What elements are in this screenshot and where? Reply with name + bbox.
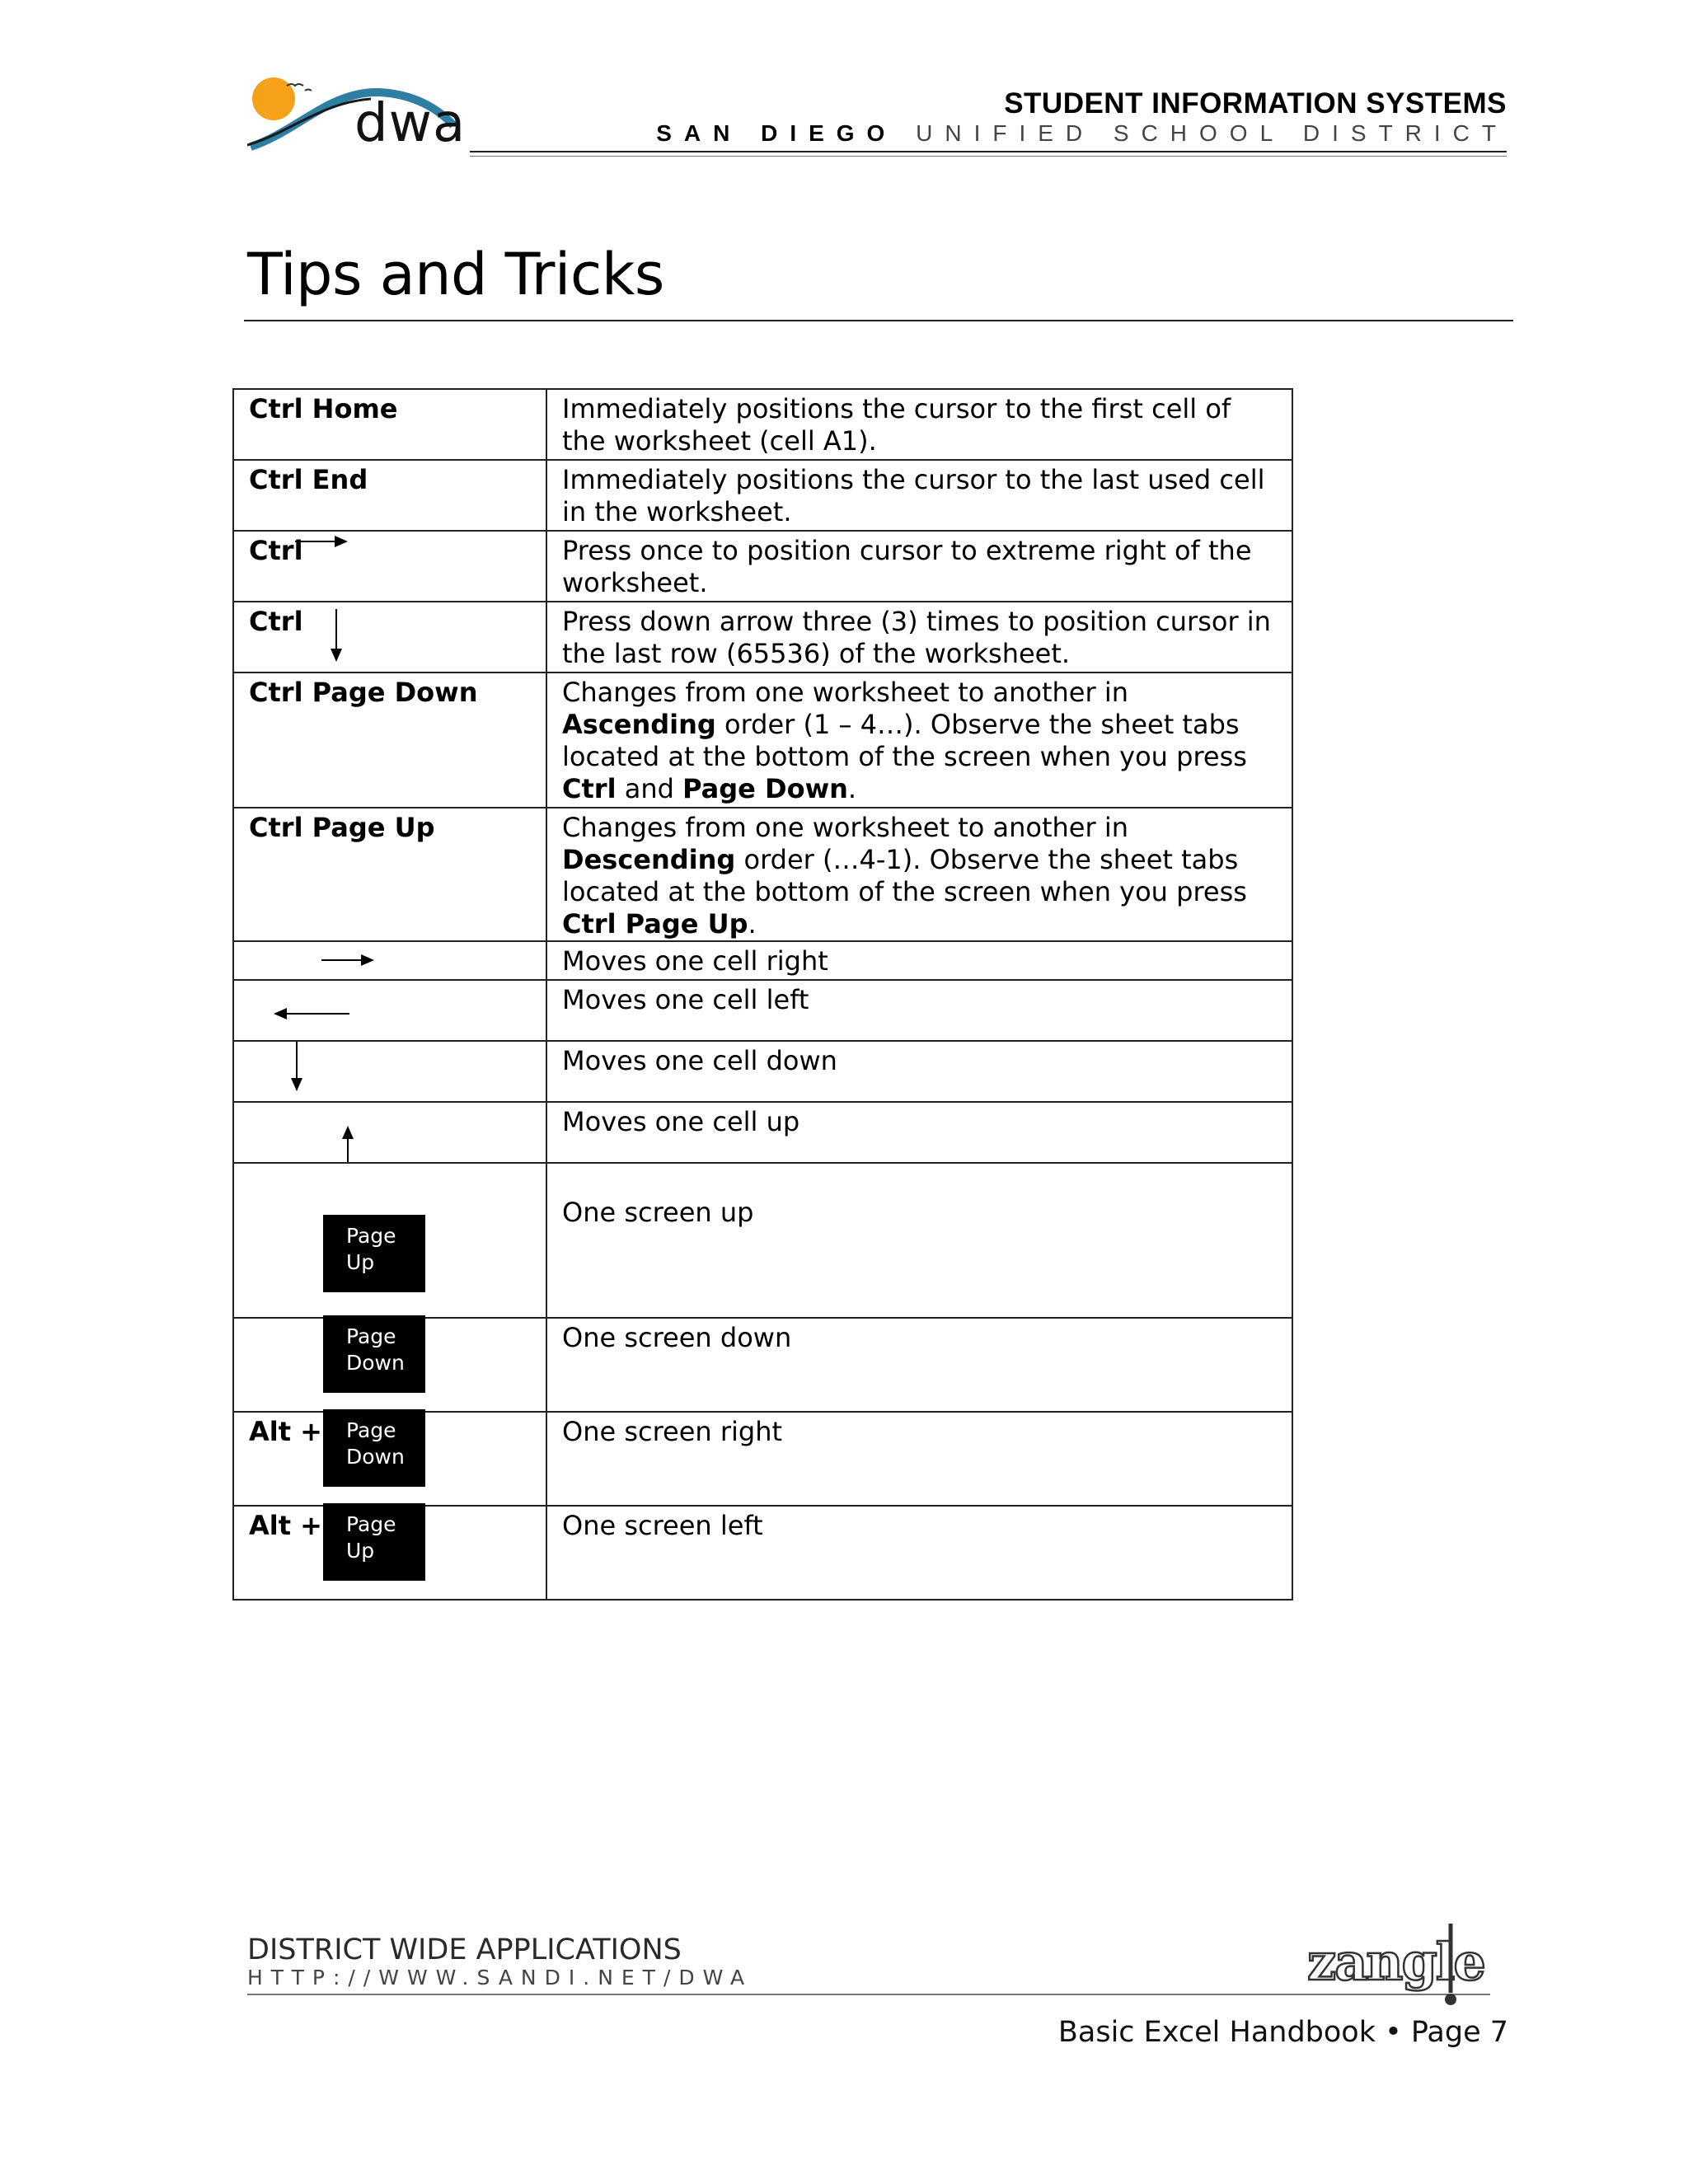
arrow-left-icon: [274, 1005, 349, 1022]
zangle-logo: [1302, 1914, 1500, 2013]
key-label: Up: [346, 1539, 375, 1563]
key-label: Down: [346, 1445, 405, 1469]
arrow-right-icon: [295, 533, 349, 550]
arrow-right-icon: [321, 952, 376, 968]
shortcut-description: Press once to position cursor to extreme right of the worksheet.: [546, 531, 1292, 602]
shortcut-description: Moves one cell up: [546, 1102, 1292, 1163]
dwa-logo: [247, 74, 470, 157]
shortcut-key: [233, 1163, 546, 1318]
table-row: [233, 1041, 1292, 1102]
page-down-key: [323, 1315, 425, 1393]
page-up-key: [323, 1503, 425, 1581]
table-row: [233, 1412, 1292, 1506]
table-row: [233, 808, 1292, 941]
shortcut-key-label: Alt +: [249, 1416, 322, 1447]
arrow-up-icon: [340, 1124, 356, 1162]
table-row: [233, 460, 1292, 531]
table-row: [233, 1102, 1292, 1163]
key-label: Down: [346, 1351, 405, 1375]
table-row: [233, 531, 1292, 602]
table-row: [233, 1318, 1292, 1412]
shortcut-key: Ctrl End: [233, 460, 546, 531]
shortcut-key: [233, 941, 546, 980]
header-rule-thin: [470, 156, 1507, 157]
shortcut-table: [232, 388, 1293, 1601]
key-label: Page: [346, 1224, 396, 1248]
table-row: [233, 602, 1292, 673]
table-row: [233, 941, 1292, 980]
shortcut-key: [233, 1318, 546, 1412]
footer-org: DISTRICT WIDE APPLICATIONS: [247, 1933, 682, 1966]
shortcut-description: Immediately positions the cursor to the first cell of the worksheet (cell A1).: [546, 389, 1292, 460]
shortcut-key: [233, 980, 546, 1041]
table-row: [233, 389, 1292, 460]
table-row: [233, 1506, 1292, 1600]
page-up-key: [323, 1215, 425, 1292]
description-text: .: [748, 908, 757, 940]
shortcut-key: Ctrl Page Up: [233, 808, 546, 941]
shortcut-key: Ctrl Page Down: [233, 673, 546, 808]
description-emphasis: Ascending: [562, 709, 716, 740]
shortcut-description: One screen down: [546, 1318, 1292, 1412]
shortcut-description: Moves one cell down: [546, 1041, 1292, 1102]
shortcut-description: Immediately positions the cursor to the last used cell in the worksheet.: [546, 460, 1292, 531]
shortcut-key: [233, 602, 546, 673]
description-emphasis: Ctrl Page Up: [562, 908, 748, 940]
table-row: [233, 980, 1292, 1041]
description-emphasis: Ctrl: [562, 773, 617, 804]
header-rule: [470, 151, 1507, 152]
description-text: Changes from one worksheet to another in: [562, 812, 1128, 843]
description-text: order (1 – 4…). Observe the sheet tabs located at the bottom of the screen when you press: [562, 709, 1247, 772]
key-label: Up: [346, 1250, 375, 1274]
shortcut-description: One screen left: [546, 1506, 1292, 1600]
table-row: [233, 673, 1292, 808]
header-subtitle-district: UNIFIED SCHOOL DISTRICT: [916, 120, 1508, 146]
shortcut-key: [233, 1412, 546, 1506]
page-number: Basic Excel Handbook • Page 7: [1057, 2016, 1508, 2049]
svg-text:zangle: zangle: [1307, 1932, 1484, 1992]
key-label: Page: [346, 1512, 396, 1536]
shortcut-key-label: Alt +: [249, 1510, 322, 1541]
zangle-logo-graphic: [1302, 1914, 1500, 2013]
shortcut-description: [546, 673, 1292, 808]
shortcut-description: Press down arrow three (3) times to position cursor in the last row (65536) of the worksheet.: [546, 602, 1292, 673]
shortcut-key: [233, 1041, 546, 1102]
key-label: Page: [346, 1324, 396, 1348]
table-row: [233, 1163, 1292, 1318]
description-text: order (…4-1). Observe the sheet tabs located at the bottom of the screen when you press: [562, 844, 1247, 907]
description-text: and: [616, 773, 683, 804]
description-emphasis: Page Down: [682, 773, 848, 804]
shortcut-description: One screen right: [546, 1412, 1292, 1506]
page-title: Tips and Tricks: [247, 241, 664, 308]
arrow-down-icon: [328, 609, 345, 663]
shortcut-description: One screen up: [546, 1163, 1292, 1318]
description-text: Changes from one worksheet to another in: [562, 677, 1128, 708]
description-emphasis: Descending: [562, 844, 736, 875]
dwa-logo-text: dwa: [354, 93, 467, 154]
page-down-key: [323, 1409, 425, 1487]
shortcut-key: Ctrl Home: [233, 389, 546, 460]
key-label: Page: [346, 1418, 396, 1442]
title-rule: [244, 320, 1513, 321]
shortcut-key: [233, 1506, 546, 1600]
arrow-down-icon: [288, 1042, 305, 1093]
shortcut-key-label: Ctrl: [249, 606, 303, 637]
header-subtitle: [656, 120, 1508, 147]
shortcut-key: [233, 531, 546, 602]
shortcut-description: Moves one cell right: [546, 941, 1292, 980]
shortcut-key-label: Ctrl: [249, 535, 303, 566]
header-title: STUDENT INFORMATION SYSTEMS: [1004, 87, 1507, 120]
header-subtitle-city: SAN DIEGO: [656, 120, 898, 146]
description-text: .: [847, 773, 857, 804]
shortcut-key: [233, 1102, 546, 1163]
shortcut-description: Moves one cell left: [546, 980, 1292, 1041]
footer-url: HTTP://WWW.SANDI.NET/DWA: [247, 1966, 753, 1990]
shortcut-description: [546, 808, 1292, 941]
